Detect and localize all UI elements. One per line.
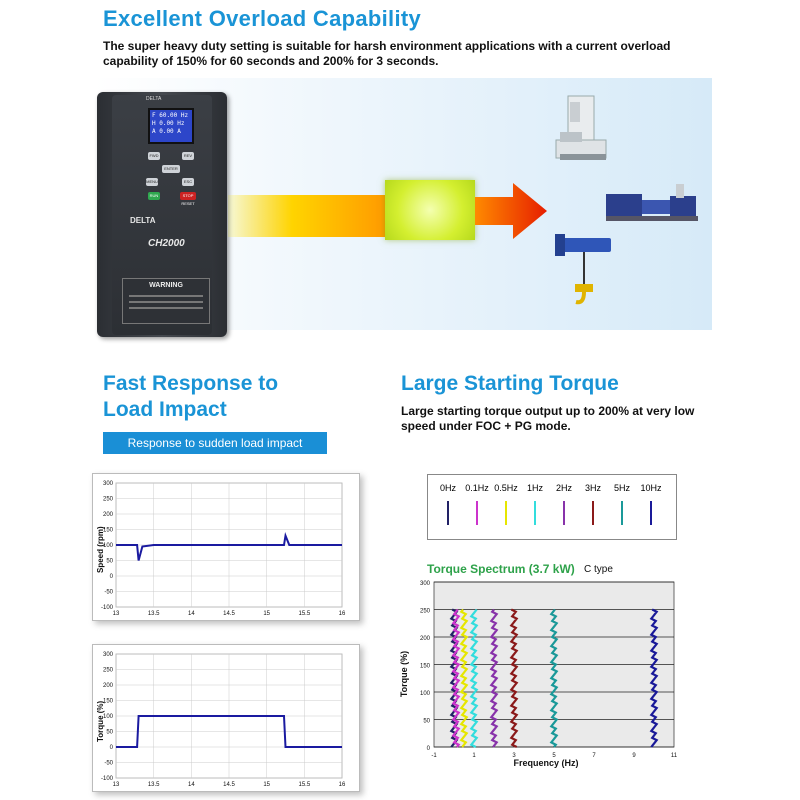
page-title: Excellent Overload Capability bbox=[103, 6, 422, 31]
speed-chart bbox=[92, 473, 358, 619]
warning-label bbox=[122, 278, 210, 324]
fast-response-title-line1: Fast Response to bbox=[103, 372, 279, 395]
frequency-legend bbox=[427, 474, 677, 540]
fwd-key: FWD bbox=[149, 153, 159, 158]
x-tick-label: 13 bbox=[112, 782, 120, 788]
run-key: RUN bbox=[149, 193, 159, 198]
legend-label: 5Hz bbox=[613, 483, 631, 493]
y-tick-label: -100 bbox=[100, 605, 113, 611]
y-tick-label: -50 bbox=[104, 589, 113, 596]
spectrum-subtitle: C type bbox=[584, 564, 613, 575]
speed-y-axis-label: Speed (rpm) bbox=[96, 526, 105, 573]
x-tick-label: 7 bbox=[592, 753, 596, 759]
stop-reset-key: STOP RESET bbox=[181, 193, 195, 206]
y-tick-label: -50 bbox=[104, 760, 113, 767]
x-tick-label: 14 bbox=[187, 782, 195, 788]
x-tick-label: 9 bbox=[632, 753, 636, 759]
y-tick-label: 50 bbox=[106, 558, 113, 565]
starting-torque-description-line2: speed under FOC + PG mode. bbox=[401, 419, 571, 433]
rev-key: REV bbox=[183, 153, 193, 158]
display-line: F 60.00 Hz bbox=[152, 112, 189, 119]
display-line: A 0.00 A bbox=[152, 128, 181, 135]
overload-description bbox=[103, 39, 723, 69]
warning-text: WARNING bbox=[149, 282, 183, 289]
starting-torque-description bbox=[401, 404, 694, 434]
x-tick-label: 15 bbox=[263, 782, 271, 788]
y-tick-label: 100 bbox=[419, 691, 430, 697]
y-tick-label: 250 bbox=[102, 496, 113, 503]
x-tick-label: 11 bbox=[670, 753, 678, 759]
x-tick-label: 1 bbox=[472, 753, 476, 759]
y-tick-label: 200 bbox=[102, 683, 113, 689]
x-tick-label: 14.5 bbox=[223, 782, 235, 788]
x-tick-label: 15 bbox=[263, 611, 271, 617]
y-tick-label: 300 bbox=[102, 652, 113, 658]
legend-label: 1Hz bbox=[526, 483, 544, 493]
y-tick-label: 250 bbox=[419, 608, 430, 615]
crane-hoist-icon bbox=[555, 228, 615, 310]
overload-description-line2: capability of 150% for 60 seconds and 200% for 3 seconds. bbox=[103, 54, 439, 68]
response-label-pill: Response to sudden load impact bbox=[103, 432, 327, 454]
y-tick-label: 0 bbox=[426, 746, 430, 752]
cnc-machine-icon bbox=[552, 92, 610, 164]
y-tick-label: 300 bbox=[419, 581, 430, 587]
spectrum-title: Torque Spectrum (3.7 kW) bbox=[427, 562, 575, 576]
menu-key: MENU bbox=[146, 179, 158, 184]
overload-arrow-band bbox=[228, 195, 388, 237]
enter-key: ENTER bbox=[162, 165, 180, 173]
x-tick-label: -1 bbox=[431, 753, 437, 759]
y-tick-label: 50 bbox=[423, 718, 430, 725]
x-tick-label: 15.5 bbox=[298, 782, 311, 788]
y-tick-label: 0 bbox=[109, 745, 113, 751]
x-tick-label: 14 bbox=[187, 611, 195, 617]
drive-brand-small: DELTA bbox=[146, 96, 162, 102]
red-arrow-icon bbox=[475, 183, 555, 243]
legend-label: 2Hz bbox=[555, 483, 573, 493]
esc-key: ESC bbox=[183, 179, 193, 184]
y-tick-label: 300 bbox=[102, 481, 113, 487]
y-tick-label: 200 bbox=[419, 636, 430, 642]
spectrum-x-axis-label: Frequency (Hz) bbox=[513, 758, 579, 768]
drive-brand-logo: DELTA bbox=[130, 216, 156, 225]
x-tick-label: 13.5 bbox=[147, 611, 160, 617]
torque-chart bbox=[92, 644, 358, 790]
x-tick-label: 15.5 bbox=[298, 611, 311, 617]
starting-torque-description-line1: Large starting torque output up to 200% at very low bbox=[401, 404, 695, 418]
y-tick-label: 250 bbox=[102, 667, 113, 674]
drive-model-label: CH2000 bbox=[148, 238, 185, 249]
y-tick-label: 150 bbox=[102, 698, 113, 705]
y-tick-label: 200 bbox=[102, 512, 113, 518]
fast-response-title bbox=[103, 371, 278, 423]
fast-response-title-line2: Load Impact bbox=[103, 398, 227, 421]
x-tick-label: 13.5 bbox=[147, 782, 160, 788]
legend-label: 0.1Hz bbox=[465, 483, 489, 493]
spectrum-y-axis-label: Torque (%) bbox=[399, 650, 409, 698]
y-tick-label: 150 bbox=[102, 527, 113, 534]
legend-label: 3Hz bbox=[584, 483, 602, 493]
overload-box bbox=[385, 180, 475, 240]
legend-label: 0Hz bbox=[439, 483, 457, 493]
x-tick-label: 5 bbox=[552, 753, 556, 759]
y-tick-label: 0 bbox=[109, 574, 113, 580]
y-tick-label: 50 bbox=[106, 729, 113, 736]
y-tick-label: 100 bbox=[102, 714, 113, 720]
x-tick-label: 16 bbox=[338, 782, 346, 788]
x-tick-label: 14.5 bbox=[223, 611, 235, 617]
display-line: H 0.00 Hz bbox=[152, 120, 185, 127]
torque-spectrum-chart bbox=[392, 574, 692, 774]
x-tick-label: 13 bbox=[112, 611, 120, 617]
y-tick-label: -100 bbox=[100, 776, 113, 782]
y-tick-label: 100 bbox=[102, 543, 113, 549]
y-tick-label: 150 bbox=[419, 663, 430, 670]
legend-label: 10Hz bbox=[640, 483, 662, 493]
x-tick-label: 3 bbox=[512, 753, 516, 759]
legend-label: 0.5Hz bbox=[494, 483, 518, 493]
torque-y-axis-label: Torque (%) bbox=[96, 700, 105, 742]
drive-display bbox=[148, 108, 194, 144]
overload-description-line1: The super heavy duty setting is suitable for harsh environment applications with a current overload bbox=[103, 39, 671, 53]
starting-torque-title: Large Starting Torque bbox=[401, 372, 619, 395]
x-tick-label: 16 bbox=[338, 611, 346, 617]
injection-molding-machine-icon bbox=[604, 178, 700, 224]
